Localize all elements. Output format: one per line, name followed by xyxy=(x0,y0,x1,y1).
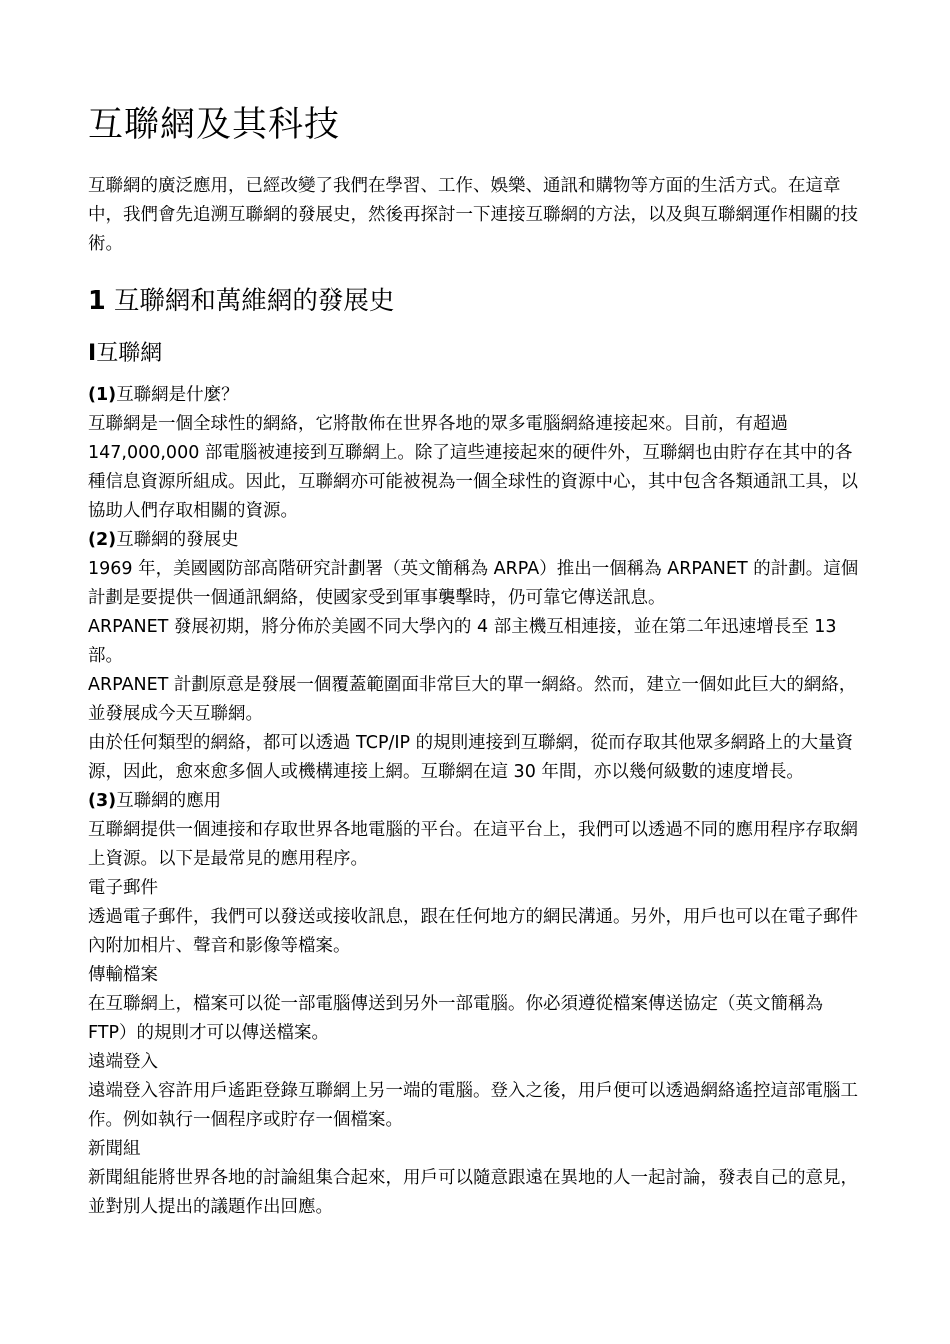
app-desc-ftp: 在互聯網上，檔案可以從一部電腦傳送到另外一部電腦。你必須遵從檔案傳送協定（英文簡稱為 FTP）的規則才可以傳送檔案。 xyxy=(88,994,823,1043)
part2-paragraph: ARPANET 計劃原意是發展一個覆蓋範圍面非常巨大的單一網絡。然而，建立一個如此巨大的網絡，並發展成今天互聯網。 xyxy=(88,675,857,724)
app-desc-newsgroup: 新聞組能將世界各地的討論組集合起來，用戶可以隨意跟遠在異地的人一起討論，發表自己的意見，並對別人提出的議題作出回應。 xyxy=(88,1168,858,1217)
part1-number: (1) xyxy=(88,385,117,405)
app-desc-email: 透過電子郵件，我們可以發送或接收訊息，跟在任何地方的網民溝通。另外，用戶也可以在電子郵件內附加相片、聲音和影像等檔案。 xyxy=(88,907,858,956)
document-page xyxy=(88,100,868,1222)
part3-heading xyxy=(88,787,868,816)
part2-paragraph: ARPANET 發展初期，將分佈於美國不同大學內的 4 部主機互相連接，並在第二年迅速增長至 13 部。 xyxy=(88,617,837,666)
app-name-email: 電子郵件 xyxy=(88,878,158,898)
app-desc-remote-login: 遠端登入容許用戶遙距登錄互聯網上另一端的電腦。登入之後，用戶便可以透過網絡遙控這部電腦工作。例如執行一個程序或貯存一個檔案。 xyxy=(88,1081,858,1130)
part1-heading xyxy=(88,381,868,410)
section-title: 互聯網和萬維網的發展史 xyxy=(113,286,395,316)
document-title: 互聯網及其科技 xyxy=(88,105,341,145)
part1-body: 互聯網是一個全球性的網絡，它將散佈在世界各地的眾多電腦網絡連接起來。目前，有超過 147,000,000 部電腦被連接到互聯網上。除了這些連接起來的硬件外，互聯網也由貯存在其中的各種信息資源所組成。因此，互聯網亦可能被視為一個全球性的資源中心，其中包含各類通訊工具，以協助人們存取相關的資源。 xyxy=(88,414,858,521)
part2-number: (2) xyxy=(88,530,117,550)
app-name-newsgroup: 新聞組 xyxy=(88,1139,141,1159)
app-name-remote-login: 遠端登入 xyxy=(88,1052,158,1072)
app-name-ftp: 傳輸檔案 xyxy=(88,965,158,985)
section-heading xyxy=(88,281,868,321)
part2-paragraph: 由於任何類型的網絡，都可以透過 TCP/IP 的規則連接到互聯網，從而存取其他眾多網路上的大量資源，因此，愈來愈多個人或機構連接上網。互聯網在這 30 年間，亦以幾何級數的速度增長。 xyxy=(88,733,854,782)
subsection-title: 互聯網 xyxy=(96,341,163,366)
part3-body: 互聯網提供一個連接和存取世界各地電腦的平台。在這平台上，我們可以透過不同的應用程序存取網上資源。以下是最常見的應用程序。 xyxy=(88,820,858,869)
part2-title: 互聯網的發展史 xyxy=(116,530,239,550)
part2-heading xyxy=(88,526,868,555)
section-number: 1 xyxy=(88,286,106,316)
part3-title: 互聯網的應用 xyxy=(116,791,222,811)
part2-paragraph: 1969 年，美國國防部高階研究計劃署（英文簡稱為 ARPA）推出一個稱為 ARPANET 的計劃。這個計劃是要提供一個通訊網絡，使國家受到軍事襲擊時，仍可靠它傳送訊息。 xyxy=(88,559,859,608)
subsection-mark: I xyxy=(88,341,97,366)
part3-number: (3) xyxy=(88,791,117,811)
intro-paragraph: 互聯網的廣泛應用，已經改變了我們在學習、工作、娛樂、通訊和購物等方面的生活方式。在這章中，我們會先追溯互聯網的發展史，然後再探討一下連接互聯網的方法，以及與互聯網運作相關的技術。 xyxy=(88,176,858,254)
part1-title: 互聯網是什麼？ xyxy=(116,385,239,405)
subsection-heading xyxy=(88,337,868,371)
